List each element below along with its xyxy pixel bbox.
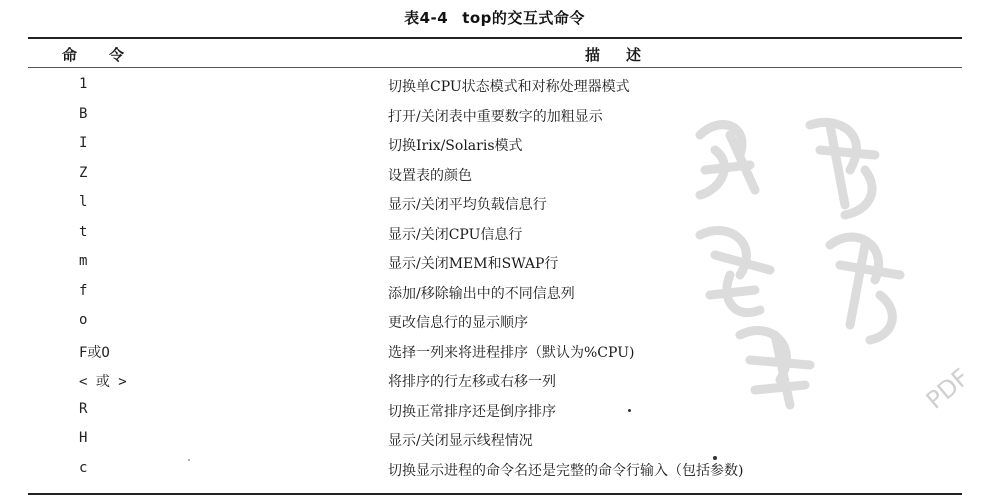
command-cell: I: [79, 135, 88, 151]
description-cell: 添加/移除输出中的不同信息列: [388, 285, 575, 302]
table-header-rule: [28, 67, 962, 68]
table-number: 表4-4: [404, 9, 449, 27]
header-description-char-2: 述: [626, 46, 642, 64]
scan-speck: [188, 459, 190, 461]
table-top-rule: [28, 37, 962, 39]
description-cell: 切换正常排序还是倒序排序: [388, 403, 556, 420]
command-cell: Z: [79, 164, 88, 181]
command-cell: l: [79, 194, 88, 210]
table-header: [0, 41, 989, 65]
command-cell: o: [79, 312, 88, 328]
description-cell: 更改信息行的显示顺序: [388, 315, 528, 331]
scan-speck: [713, 456, 717, 460]
command-cell: c: [79, 459, 88, 476]
description-cell: 选择一列来将进程排序（默认为%CPU): [388, 344, 635, 361]
header-command-char-1: 命: [62, 46, 80, 64]
command-cell: < 或 >: [79, 374, 127, 390]
command-cell: B: [79, 105, 88, 122]
header-command: [62, 44, 156, 65]
scan-speck: [628, 409, 631, 412]
seal-watermark-icon: [680, 95, 980, 425]
description-cell: 切换显示进程的命令名还是完整的命令行输入（包括参数): [388, 462, 744, 479]
description-cell: 切换Irix/Solaris模式: [388, 138, 523, 154]
command-cell: t: [79, 223, 88, 240]
description-cell: 切换单CPU状态模式和对称处理器模式: [388, 79, 630, 95]
table-row: [0, 460, 989, 490]
command-cell: f: [79, 282, 88, 299]
header-description-char-1: 描: [585, 46, 601, 64]
command-cell: H: [79, 430, 88, 446]
command-cell: R: [79, 400, 88, 417]
table-caption: [0, 7, 989, 28]
description-cell: 显示/关闭CPU信息行: [388, 226, 523, 243]
header-description: [585, 44, 667, 65]
command-cell: 1: [79, 76, 88, 92]
command-cell: F或O: [79, 344, 110, 361]
description-cell: 显示/关闭平均负载信息行: [388, 197, 547, 213]
table-bottom-rule: [28, 493, 962, 495]
header-command-char-2: 令: [109, 46, 127, 64]
description-cell: 打开/关闭表中重要数字的加粗显示: [388, 108, 603, 125]
description-cell: 将排序的行左移或右移一列: [388, 374, 556, 390]
table-row: [0, 430, 989, 460]
table-title: top的交互式命令: [462, 9, 585, 27]
description-cell: 显示/关闭MEM和SWAP行: [388, 256, 559, 272]
watermark-pdf-text: PDF: [920, 363, 975, 415]
description-cell: 设置表的颜色: [388, 167, 472, 184]
description-cell: 显示/关闭显示线程情况: [388, 433, 533, 449]
command-cell: m: [79, 253, 88, 269]
